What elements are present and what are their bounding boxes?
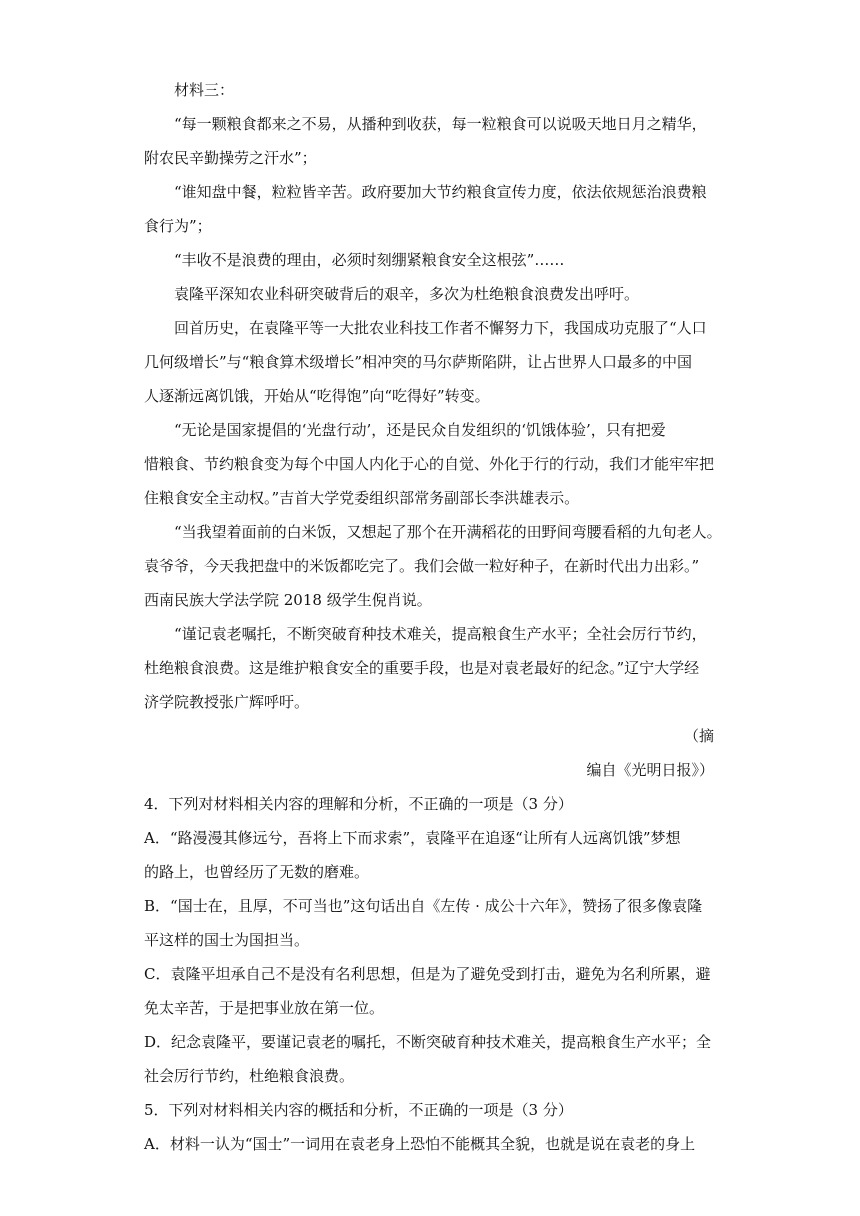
option-d-cont: 社会厉行节约，杜绝粮食浪费。	[144, 1067, 355, 1085]
paragraph-line: 袁爷爷，今天我把盘中的米饭都吃完了。我们会做一粒好种子，在新时代出力出彩。”	[144, 557, 700, 575]
paragraph-line: 几何级增长”与“粮食算术级增长”相冲突的马尔萨斯陷阱，让占世界人口最多的中国	[144, 353, 693, 371]
paragraph-line: 西南民族大学法学院 2018 级学生倪肖说。	[144, 591, 432, 609]
paragraph-line: 人逐渐远离饥饿，开始从“吃得饱”向“吃得好”转变。	[144, 387, 490, 405]
source-citation: （摘	[683, 727, 714, 745]
paragraph-line: “谁知盘中餐，粒粒皆辛苦。政府要加大节约粮食宣传力度，依法依规惩治浪费粮	[174, 183, 707, 201]
paragraph-line: 济学院教授张广辉呼吁。	[144, 693, 310, 711]
paragraph-line: 住粮食安全主动权。”吉首大学党委组织部常务副部长李洪雄表示。	[144, 489, 580, 507]
paragraph-line: 附农民辛勤操劳之汗水”；	[144, 149, 317, 167]
paragraph-line: “每一颗粮食都来之不易，从播种到收获，每一粒粮食可以说吸天地日月之精华，	[174, 115, 707, 133]
section-heading: 材料三：	[174, 81, 235, 99]
paragraph-line: 食行为”；	[144, 217, 212, 235]
paragraph-line: 袁隆平深知农业科研突破背后的艰辛，多次为杜绝粮食浪费发出呼吁。	[174, 285, 640, 303]
paragraph-line: “谨记袁老嘱托，不断突破育种技术难关，提高粮食生产水平；全社会厉行节约，	[174, 625, 707, 643]
paragraph-line: 杜绝粮食浪费。这是维护粮食安全的重要手段，也是对袁老最好的纪念。”辽宁大学经	[144, 659, 700, 677]
option-c: C．袁隆平坦承自己不是没有名利思想，但是为了避免受到打击，避免为名利所累，避	[144, 965, 711, 983]
option-a: A．“路漫漫其修远兮，吾将上下而求索”，袁隆平在追逐“让所有人远离饥饿”梦想	[144, 829, 681, 847]
option-c-cont: 免太辛苦，于是把事业放在第一位。	[144, 999, 385, 1017]
option-d: D．纪念袁隆平，要谨记袁老的嘱托，不断突破育种技术难关，提高粮食生产水平；全	[144, 1033, 712, 1051]
paragraph-line: “丰收不是浪费的理由，必须时刻绷紧粮食安全这根弦”……	[174, 251, 565, 269]
paragraph-line: “无论是国家提倡的‘光盘行动’，还是民众自发组织的‘饥饿体验’，只有把爱	[174, 421, 666, 439]
option-b: B．“国士在，且厚，不可当也”这句话出自《左传 · 成公十六年》，赞扬了很多像袁隆	[144, 897, 703, 915]
paragraph-line: “当我望着面前的白米饭，又想起了那个在开满稻花的田野间弯腰看稻的九旬老人。	[174, 523, 722, 541]
paragraph-line: 惜粮食、节约粮食变为每个中国人内化于心的自觉、外化于行的行动，我们才能牢牢把	[144, 455, 715, 473]
option-a: A．材料一认为“国士”一词用在袁老身上恐怕不能概其全貌，也就是说在袁老的身上	[144, 1135, 696, 1153]
question-5: 5．下列对材料相关内容的概括和分析，不正确的一项是（3 分）	[144, 1101, 573, 1119]
question-4: 4．下列对材料相关内容的理解和分析，不正确的一项是（3 分）	[144, 795, 573, 813]
source-citation: 编自《光明日报》）	[586, 761, 714, 779]
paragraph-line: 回首历史，在袁隆平等一大批农业科技工作者不懈努力下，我国成功克服了“人口	[174, 319, 707, 337]
option-b-cont: 平这样的国士为国担当。	[144, 931, 310, 949]
option-a-cont: 的路上，也曾经历了无数的磨难。	[144, 863, 370, 881]
